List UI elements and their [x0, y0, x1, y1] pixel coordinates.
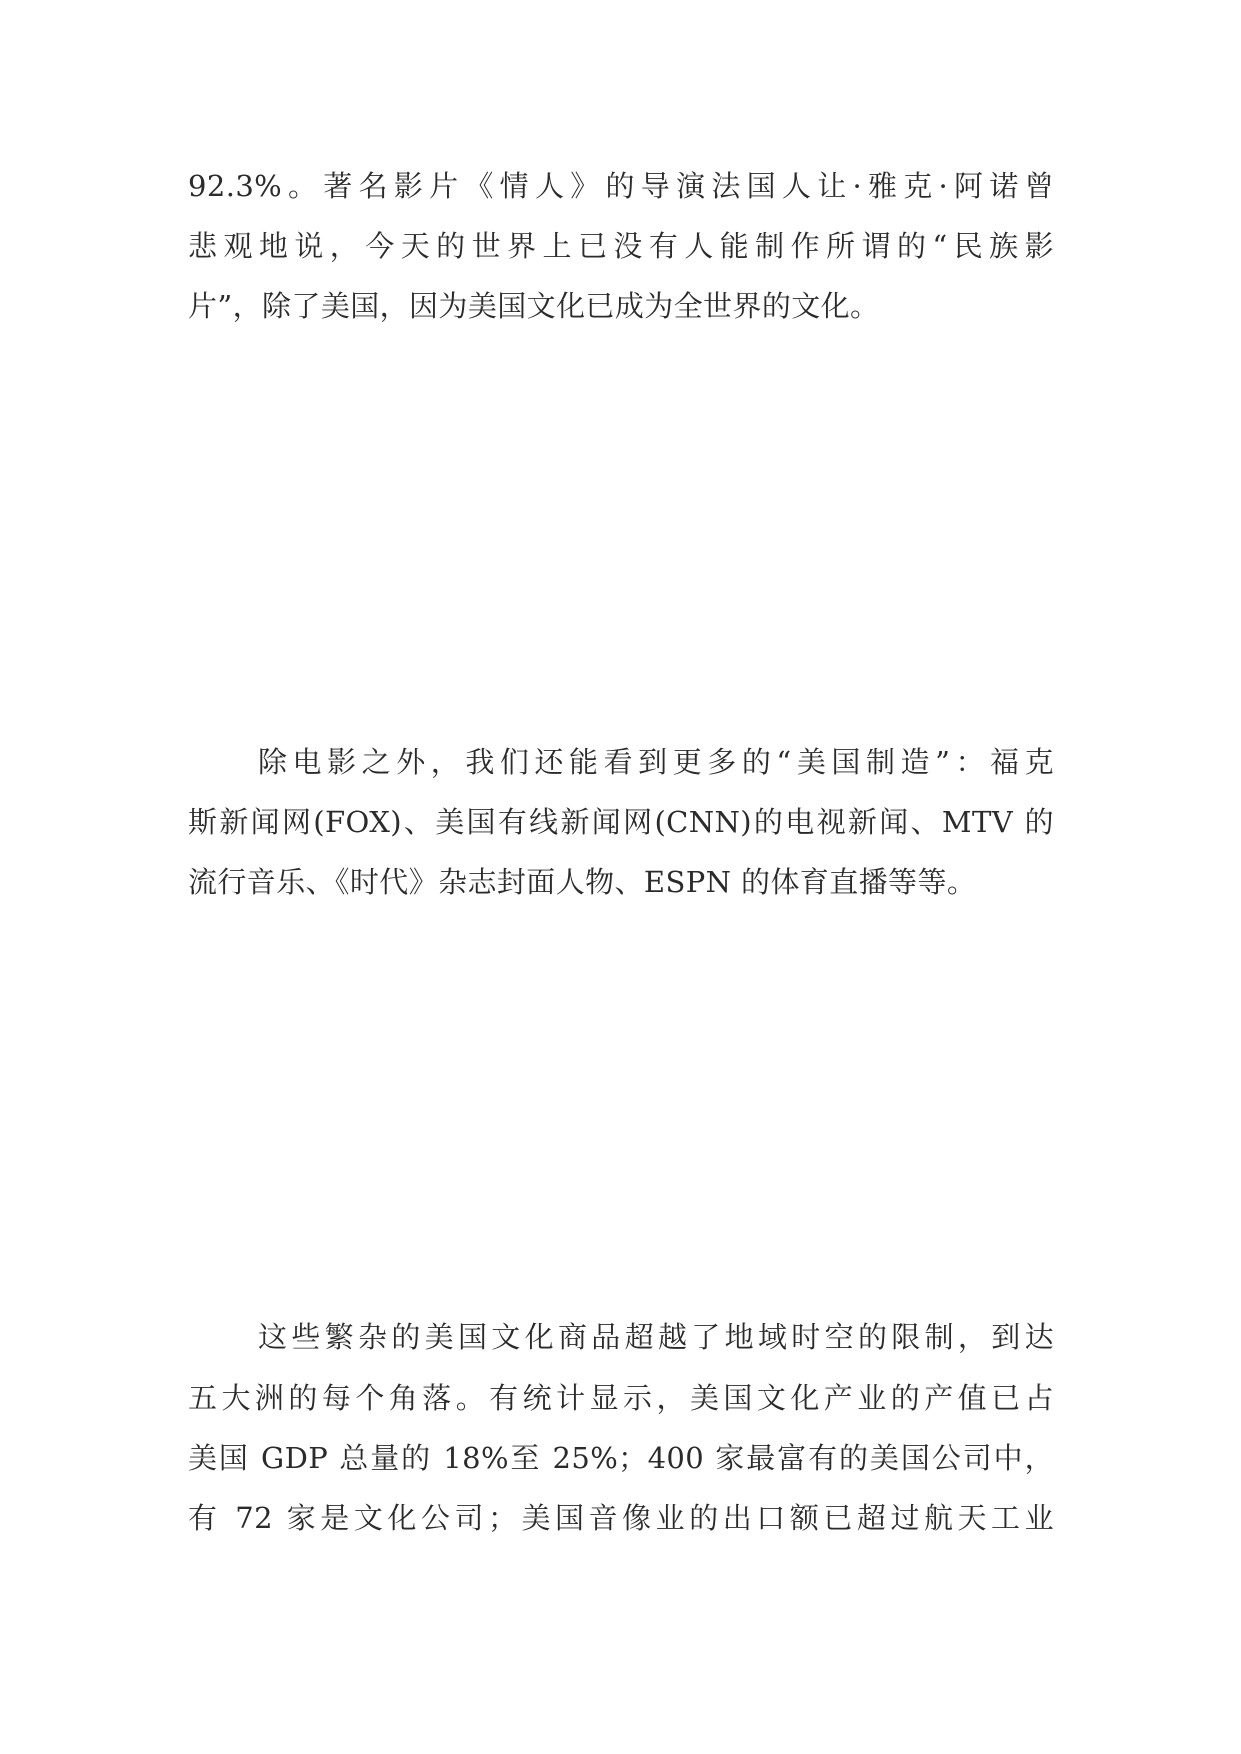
paragraph-2-line-2: 斯新闻网(FOX)、美国有线新闻网(CNN)的电视新闻、MTV 的 [188, 805, 1054, 839]
paragraph-3-line-4: 有 72 家是文化公司；美国音像业的出口额已超过航天工业 [188, 1501, 1054, 1535]
paragraph-2-line-3: 流行音乐、《时代》杂志封面人物、ESPN 的体育直播等等。 [188, 865, 977, 899]
paragraph-1-line-3: 片”，除了美国，因为美国文化已成为全世界的文化。 [188, 289, 880, 323]
paragraph-3-line-2: 五大洲的每个角落。有统计显示，美国文化产业的产值已占 [188, 1381, 1054, 1415]
paragraph-3-line-3: 美国 GDP 总量的 18%至 25%；400 家最富有的美国公司中， [188, 1441, 1054, 1475]
paragraph-3-line-1: 这些繁杂的美国文化商品超越了地域时空的限制，到达 [258, 1320, 1054, 1354]
paragraph-2-line-1: 除电影之外，我们还能看到更多的“美国制造”：福克 [258, 745, 1054, 779]
paragraph-1-line-1: 92.3%。著名影片《情人》的导演法国人让·雅克·阿诺曾 [188, 169, 1054, 203]
paragraph-1-line-2: 悲观地说，今天的世界上已没有人能制作所谓的“民族影 [188, 229, 1054, 263]
